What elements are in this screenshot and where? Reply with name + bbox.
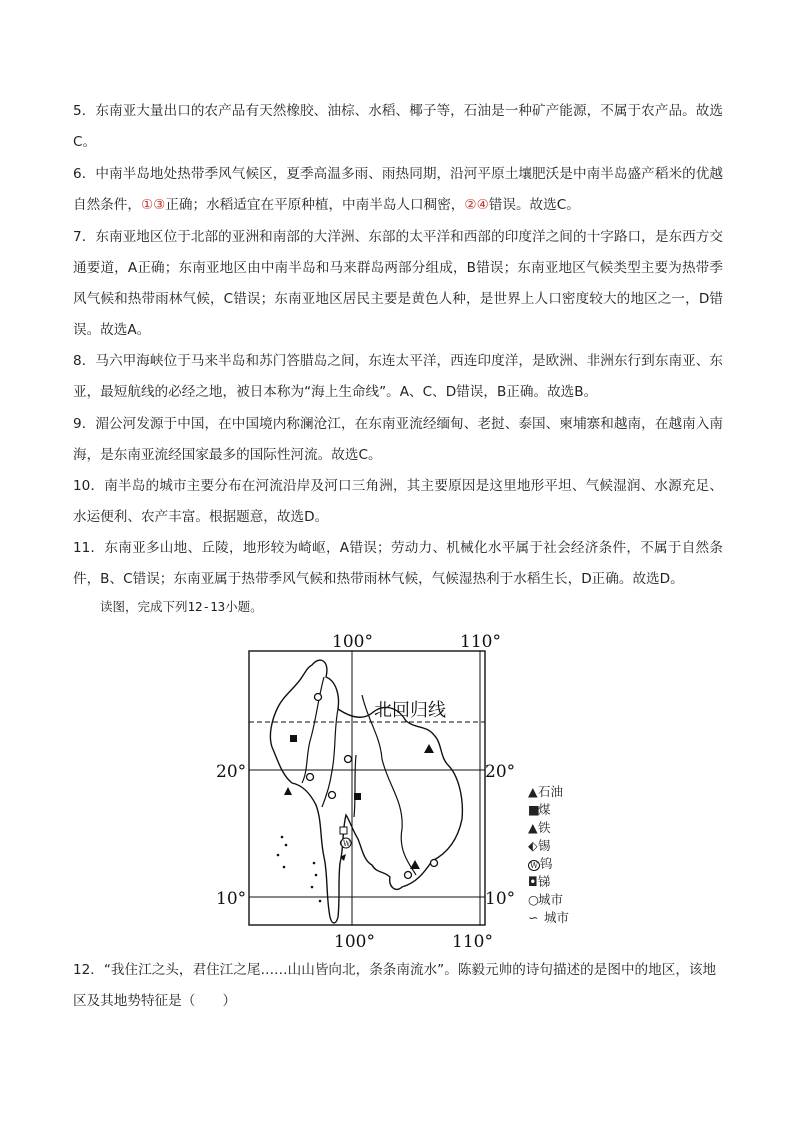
tin-icon: ⬖	[528, 838, 538, 853]
map-intro: 读图，完成下列12-13小题。	[100, 599, 263, 614]
iron-symbol	[410, 860, 420, 869]
city-icon: ○	[528, 892, 539, 907]
lon-label-bottom-110: 110°	[452, 932, 493, 952]
answer-7	[73, 222, 723, 346]
answer-text: 8．马六甲海峡位于马来半岛和苏门答腊岛之间，东连太平洋，西连印度洋，是欧洲、非洲东行到东南亚、东亚，最短航线的必经之地，被日本称为“海上生命线”。A、C、D错误，B正确。故选B。	[73, 353, 723, 400]
coal-symbol	[354, 793, 361, 800]
lat-label-left-20: 20°	[216, 762, 247, 782]
highlight-options: ①③	[140, 197, 166, 213]
antimony-symbol	[340, 827, 347, 834]
answer-text: 正确；水稻适宜在平原种植，中南半岛人口稠密，	[165, 197, 465, 213]
coal-icon: ■	[528, 802, 540, 817]
iron-symbol	[424, 744, 434, 753]
tungsten-icon: W	[529, 861, 539, 870]
tropic-label: 北回归线	[374, 700, 446, 721]
cities	[307, 694, 438, 879]
map-legend	[528, 783, 569, 927]
answer-8	[73, 346, 723, 408]
legend-row-oil: ▲石油	[528, 784, 564, 799]
antimony-icon: ◘	[528, 874, 538, 889]
legend-row-coal: ■煤	[528, 802, 551, 817]
legend-row-iron: ▲铁	[528, 820, 551, 835]
legend-row-river: ∽ 城市	[528, 910, 570, 925]
tungsten-symbol-letter: W	[343, 840, 351, 848]
answer-5	[73, 96, 723, 158]
answer-text: 10．南半岛的城市主要分布在河流沿岸及河口三角洲，其主要原因是这里地形平坦、气候湿润、水源充足、水运便利、农产丰富。根据题意，故选D。	[73, 478, 723, 525]
lat-label-right-10: 10°	[485, 889, 516, 909]
answer-text: 7．东南亚地区位于北部的亚洲和南部的大洋洲、东部的太平洋和西部的印度洋之间的十字路口，是东西方交通要道，A正确；东南亚地区由中南半岛和马来群岛两部分组成，B错误；东南亚地区气候类型主要为热带季风气候和热带雨林气候，C错误；东南亚地区居民主要是黄色人种，是世界上人口密度较大的地区之一，D错误。故选A。	[73, 229, 723, 338]
legend-row-tungsten: W 钨	[529, 856, 553, 871]
legend-row-tin: ⬖锡	[528, 838, 551, 853]
oil-icon: ▲	[528, 784, 538, 799]
answer-11	[73, 533, 723, 595]
coal-symbol	[290, 735, 297, 742]
map-frame	[249, 651, 485, 925]
lon-label-top-110: 110°	[460, 632, 501, 652]
answer-10	[73, 471, 723, 533]
lat-label-left-10: 10°	[216, 889, 247, 909]
answer-text: 6．中南半岛地处热带季风气候区，夏季高温多雨、雨热同期，沿河平原土壤肥沃是中南半岛盛产稻米的优越自然条件，	[73, 166, 723, 213]
river-chao-phraya	[354, 755, 356, 817]
answer-text: 11．东南亚多山地、丘陵，地形较为崎岖，A错误；劳动力、机械化水平属于社会经济条件，不属于自然条件，B、C错误；东南亚属于热带季风气候和热带雨林气候，气候湿热利于水稻生长，D正确。故选D。	[73, 540, 723, 587]
lon-label-top-100: 100°	[332, 632, 373, 652]
highlight-options: ②④	[464, 197, 489, 213]
answer-text: 错误。故选C。	[488, 197, 580, 213]
oil-symbol	[284, 787, 292, 795]
question-12: 12．“我住江之头，君住江之尾……山山皆向北，条条南流水”。陈毅元帅的诗句描述的是图中的地区，该地区及其地势特征是（ ）	[73, 962, 717, 1009]
river-icon: ∽	[528, 910, 539, 925]
southeast-asia-map	[212, 625, 522, 955]
lat-label-right-20: 20°	[485, 762, 516, 782]
lon-label-bottom-100: 100°	[334, 932, 375, 952]
iron-icon: ▲	[528, 820, 538, 835]
river-irrawaddy	[302, 677, 324, 783]
islands	[277, 836, 322, 903]
answer-6	[73, 159, 723, 221]
answer-text: 5．东南亚大量出口的农产品有天然橡胶、油棕、水稻、椰子等，石油是一种矿产能源，不属于农产品。故选C。	[73, 103, 723, 150]
legend-row-city: ○城市	[528, 892, 564, 907]
answer-9	[73, 409, 723, 471]
answer-text: 9．湄公河发源于中国，在中国境内称澜沧江，在东南亚流经缅甸、老挝、泰国、柬埔寨和越南，在越南入南海，是东南亚流经国家最多的国际性河流。故选C。	[73, 416, 723, 463]
legend-row-antimony: ◘锑	[528, 874, 551, 889]
